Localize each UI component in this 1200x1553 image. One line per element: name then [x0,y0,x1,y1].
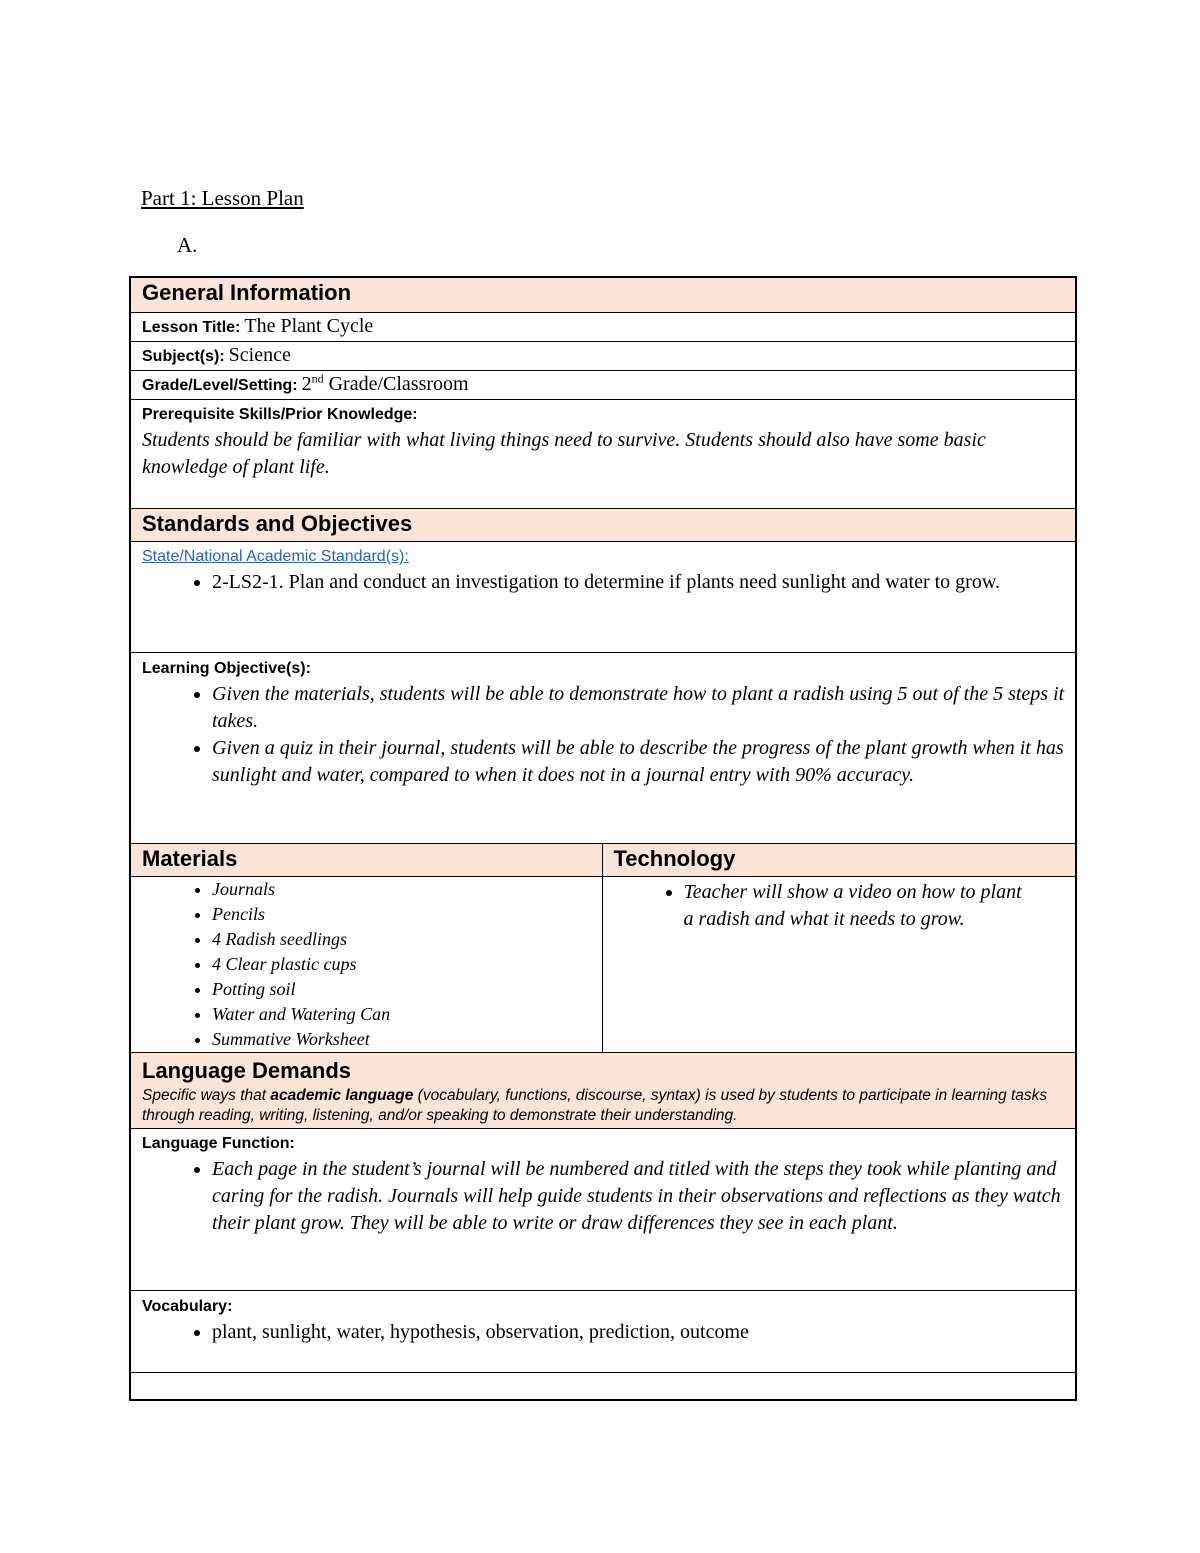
general-info-header: General Information [130,277,1076,313]
lesson-plan-table [129,276,1077,1401]
material-item: • Potting soil [212,977,592,1002]
prereq-text: Students should be familiar with what living things need to survive. Students should also have some basic knowledge of plant life. [142,429,986,478]
language-function-label: Language Function: [142,1135,295,1152]
lesson-title-value: The Plant Cycle [244,315,374,337]
language-function-item: • Each page in the student’s journal will be numbered and titled with the steps they took while planting and caring for the radish. Journals will help guide students in their observations and reflections as they watch their plant grow. They will be able to write or draw differences they see in each plant. [212,1156,1065,1237]
technology-list [614,879,1066,933]
empty-row [130,1373,1076,1401]
materials-header: Materials [130,844,602,877]
empty-cell [130,1373,1076,1401]
subject-row [130,342,1076,371]
material-item: • Summative Worksheet [212,1027,592,1052]
language-function-list [142,1156,1065,1237]
grade-value [302,373,469,395]
language-header: Language Demands [142,1058,352,1083]
objective-item: • Given the materials, students will be able to demonstrate how to plant a radish using 5 out of the 5 steps it takes. [212,681,1065,735]
section-letter: A. [177,233,198,257]
vocabulary-list [142,1319,1065,1346]
materials-tech-row [130,877,1076,1053]
standard-item: • 2-LS2-1. Plan and conduct an investigation to determine if plants need sunlight and water to grow. [212,569,1065,596]
objective-list [142,681,1065,789]
material-item: • Journals [212,877,592,902]
language-description [142,1086,1065,1126]
language-desc-bold: academic language [270,1087,414,1104]
vocabulary-row [130,1291,1076,1373]
standards-header-row [130,509,1076,542]
grade-label: Grade/Level/Setting: [142,377,298,394]
grade-suffix: nd [311,371,324,386]
language-desc-text: Specific ways that [142,1087,271,1104]
page-title: Part 1: Lesson Plan [141,186,304,210]
language-function-row [130,1129,1076,1291]
prereq-label: Prerequisite Skills/Prior Knowledge: [142,406,418,423]
standard-link[interactable]: State/National Academic Standard(s): [142,548,409,565]
grade-row [130,371,1076,400]
vocabulary-label: Vocabulary: [142,1298,233,1315]
materials-tech-header-row [130,844,1076,877]
material-item: • 4 Clear plastic cups [212,952,592,977]
technology-item: • Teacher will show a video on how to plant a radish and what it needs to grow. [684,879,1036,933]
subject-value: Science [228,344,291,366]
objective-item: • Given a quiz in their journal, students will be able to describe the progress of the plant growth when it has sunlight and water, compared to when it does not in a journal entry with 90% accuracy. [212,735,1065,789]
standards-header: Standards and Objectives [130,509,1076,542]
lesson-title-label: Lesson Title: [142,319,241,336]
material-item: • 4 Radish seedlings [212,927,592,952]
lesson-title-row [130,313,1076,342]
subject-label: Subject(s): [142,348,225,365]
vocabulary-item: • plant, sunlight, water, hypothesis, observation, prediction, outcome [212,1319,1065,1346]
grade-number: 2 [301,373,312,395]
grade-rest: Grade/Classroom [328,373,469,395]
objectives-row [130,653,1076,844]
material-item: • Water and Watering Can [212,1002,592,1027]
standard-list [142,569,1065,596]
prereq-row [130,400,1076,509]
technology-header: Technology [602,844,1076,877]
language-desc-text: (vocabulary, functions, discourse, syntax) is used by students to participate in learning tasks through reading, writing, listening, and/or speaking to demonstrate their understanding. [142,1087,1048,1124]
standards-row [130,542,1076,653]
general-info-header-row [130,277,1076,313]
material-item: • Pencils [212,902,592,927]
language-header-row [130,1053,1076,1129]
materials-list [142,877,592,1052]
objectives-label: Learning Objective(s): [142,660,311,677]
